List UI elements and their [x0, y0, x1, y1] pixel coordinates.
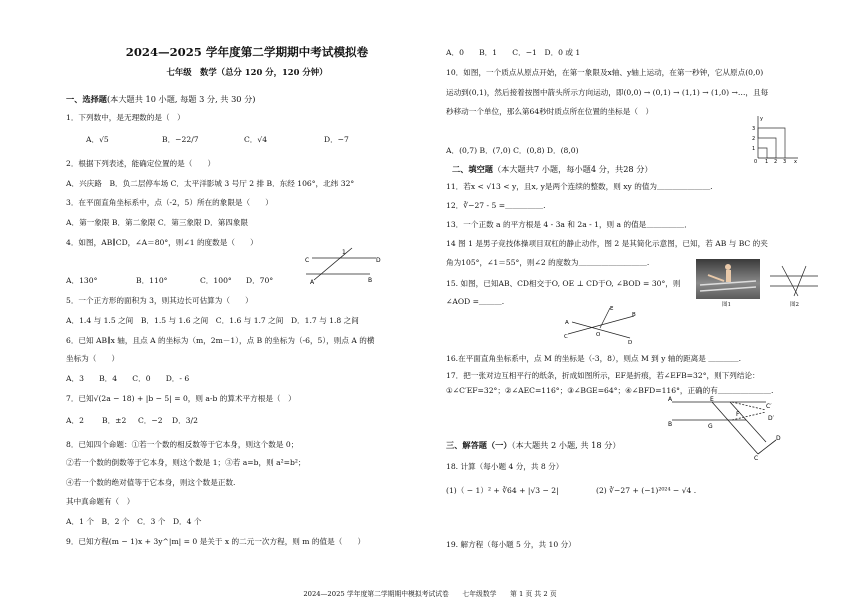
q17-label-g: G — [708, 423, 713, 430]
q1-option-c: C．√4 — [244, 135, 268, 144]
section-2-heading — [452, 164, 653, 174]
q2-options: A．兴庆路 B．负二层停车场 C．太平洋影城 3 号厅 2 排 B．东经 106°，北纬 32° — [66, 179, 355, 188]
q10-label-y2: 2 — [752, 136, 756, 142]
paper-title: 2024—2025 学年度第二学期期中考试模拟卷 — [125, 45, 369, 59]
q10-figure — [748, 112, 800, 164]
q6-stem: 6．已知 AB∥x 轴，且点 A 的坐标为（m，2m－1），点 B 的坐标为（-6，5），则点 A 的横 — [66, 336, 375, 345]
q5-options: A．1.4 与 1.5 之间 B．1.5 与 1.6 之间 C．1.6 与 1.7 之间 D．1.7 与 1.8 之间 — [66, 316, 359, 325]
q15-line-2: ∠AOD =＿＿＿. — [446, 297, 505, 306]
q14-fig2-caption: 图2 — [790, 302, 799, 308]
q4-label-d: D — [376, 257, 381, 264]
q4-label-1: 1 — [342, 249, 346, 256]
q3-options: A．第一象限 B．第二象限 C．第三象限 D．第四象限 — [66, 218, 249, 227]
q8-line-4: 其中真命题有（ ） — [66, 497, 135, 506]
q16-stem: 16.在平面直角坐标系中，点 M 的坐标是（-3，8），则点 M 到 y 轴的距离是 ＿＿＿＿. — [446, 354, 742, 363]
q10-label-x2: 2 — [774, 159, 778, 164]
q17-label-b: B — [668, 421, 673, 428]
q4-option-b: B．110° — [136, 276, 168, 285]
q13-stem: 13．一个正数 a 的平方根是 4 - 3a 和 2a - 1，则 a 的值是＿＿＿＿＿． — [446, 220, 692, 229]
q17-label-e: E — [710, 396, 714, 403]
q10-label-x: x — [794, 159, 797, 164]
q18-title: 18. 计算（每小题 4 分，共 8 分） — [446, 462, 564, 471]
q17-label-d-prime: D′ — [768, 415, 774, 422]
q4-option-d: D．70° — [246, 276, 274, 285]
q6-stem-continued: 坐标为（ ） — [66, 354, 120, 363]
q15-label-e: E — [610, 306, 614, 312]
q15-label-c: C — [564, 334, 568, 340]
q15-figure — [562, 304, 638, 346]
q12-stem: 12．∛−27 - 5 =＿＿＿＿＿. — [446, 201, 546, 210]
q10-label-origin: 0 — [754, 159, 758, 164]
q1-option-d: D．−7 — [324, 135, 349, 144]
gymnast-photo — [696, 259, 760, 299]
q17-label-d: D — [776, 435, 781, 442]
section-1-heading — [66, 94, 255, 104]
q17-label-f: F — [736, 411, 740, 418]
q7-option-c: C．−2 — [138, 416, 163, 425]
q17-label-c-prime: C′ — [766, 403, 772, 410]
section-2-note: （本大题共7 小题，每小题4 分，共28 分） — [492, 164, 653, 174]
q10-line-3: 秒移动一个单位，那么第64秒时质点所在位置的坐标是（ ） — [446, 107, 654, 116]
q7-stem: 7．已知√(2a − 18) + |b − 5| = 0，则 a-b 的算术平方根是（ ） — [66, 394, 296, 403]
q14-figure-2 — [768, 262, 820, 298]
q17-label-a: A — [668, 396, 673, 403]
q18-part-1: (1)（ − 1）² + ∛64 + |√3 − 2| — [446, 486, 559, 495]
q2-stem: 2．根据下列表述，能确定位置的是（ ） — [66, 159, 216, 168]
section-1-title: 一、选择题 — [66, 94, 107, 104]
q10-label-y1: 1 — [752, 146, 756, 152]
q4-option-a: A．130° — [66, 276, 98, 285]
q1-option-b: B．−22/7 — [162, 135, 199, 144]
q4-label-b: B — [368, 277, 373, 284]
q4-label-a: A — [310, 279, 315, 286]
q8-options: A．1 个 B．2 个 C．3 个 D．4 个 — [66, 517, 202, 526]
q14-line-2: 角为105°，∠1＝55°，则∠2 的度数为＿＿＿＿＿＿＿＿＿. — [446, 258, 650, 267]
q19-title: 19. 解方程（每小题 5 分，共 10 分） — [446, 540, 576, 549]
q4-option-c: C．100° — [200, 276, 232, 285]
q17-line-2: ①∠C′EF=32°；②∠AEC=116°；③∠BGE=64°；④∠BFD=116°，正确的有＿＿＿＿＿＿＿. — [446, 386, 774, 395]
q15-label-d: D — [628, 340, 633, 346]
q10-options: A．(0,7) B．(7,0) C．(0,8) D．(8,0) — [446, 146, 579, 155]
q8-line-1: 8．已知四个命题：①若一个数的相反数等于它本身，则这个数是 0； — [66, 440, 299, 449]
q8-line-3: ④若一个数的绝对值等于它本身，则这个数是正数. — [66, 478, 236, 487]
q1-option-a: A．√5 — [86, 135, 109, 144]
q10-label-x3: 3 — [783, 159, 787, 164]
q1-stem: 1．下列数中，是无理数的是（ ） — [66, 113, 185, 122]
q10-line-1: 10．如图，一个质点从原点开始，在第一象限及x轴、y轴上运动，在第一秒钟，它从原点(0,0) — [446, 68, 764, 77]
paper-subtitle: 七年级 数学（总分 120 分，120 分钟） — [166, 67, 328, 77]
q17-figure — [666, 396, 786, 460]
page-footer: 2024—2025 学年度第二学期期中模拟考试试卷 七年级数学 第 1 页 共 2 页 — [303, 590, 557, 598]
section-2-title: 二、填空题 — [452, 164, 493, 174]
q9-options: A．0 B．1 C．−1 D．0 或 1 — [446, 48, 581, 57]
q17-line-1: 17．把一张对边互相平行的纸条，折成如图所示，EF是折痕，若∠EFB=32°，则下列结论： — [446, 371, 760, 380]
q14-fig1-caption: 图1 — [722, 302, 731, 308]
q17-label-c: C — [754, 455, 759, 460]
q15-label-o: O — [596, 332, 601, 338]
q15-label-a: A — [565, 320, 569, 326]
q18-part-2: (2) ∛−27 + (−1)²⁰²⁴ − √4 . — [596, 486, 697, 495]
q8-line-2: ②若一个数的倒数等于它本身，则这个数是 1；③若 a=b，则 a²=b²； — [66, 458, 306, 467]
section-1-note: (本大题共 10 小题, 每题 3 分, 共 30 分) — [106, 94, 256, 104]
q7-option-d: D．3/2 — [172, 416, 198, 425]
q9-stem: 9．已知方程(m − 1)x + 3y^|m| = 0 是关于 x 的二元一次方程，则 m 的值是（ ） — [66, 537, 366, 546]
q10-label-y: y — [760, 116, 763, 122]
q4-stem: 4．如图，AB∥CD，∠A＝80°，则∠1 的度数是（ ） — [66, 238, 258, 247]
q3-stem: 3．在平面直角坐标系中，点（-2，5）所在的象限是（ ） — [66, 198, 273, 207]
q7-option-a: A．2 — [66, 416, 84, 425]
q15-label-b: B — [632, 312, 636, 318]
section-3-heading — [446, 440, 621, 450]
section-3-note: （本大题共 2 小题, 共 18 分） — [511, 440, 621, 450]
q10-line-2: 运动到(0,1)，然后接着按图中箭头所示方向运动，即(0,0) → (0,1) → (1,1) → (1,0) →…，且每 — [446, 88, 769, 97]
q10-label-x1: 1 — [765, 159, 769, 164]
q4-label-c: C — [305, 257, 310, 264]
q14-line-1: 14 图 1 是男子竞技体操项目双杠的静止动作，图 2 是其简化示意图，已知，若 AB 与 BC 的夹 — [446, 239, 768, 248]
q7-option-b: B．±2 — [102, 416, 127, 425]
q15-line-1: 15. 如图，已知AB、CD相交于O, OE ⊥ CD于O, ∠BOD = 30°，则 — [446, 279, 681, 288]
section-3-title: 三、解答题（一） — [446, 440, 512, 450]
q11-stem: 11．若x < √13 < y，且x, y是两个连续的整数，则 xy 的值为＿＿＿＿＿＿＿. — [446, 182, 713, 191]
q4-figure — [302, 244, 382, 286]
q10-label-y3: 3 — [752, 126, 756, 132]
q6-options: A．3 B．4 C．0 D．- 6 — [66, 374, 190, 383]
q5-stem: 5．一个正方形的面积为 3，则其边长可估算为（ ） — [66, 296, 253, 305]
